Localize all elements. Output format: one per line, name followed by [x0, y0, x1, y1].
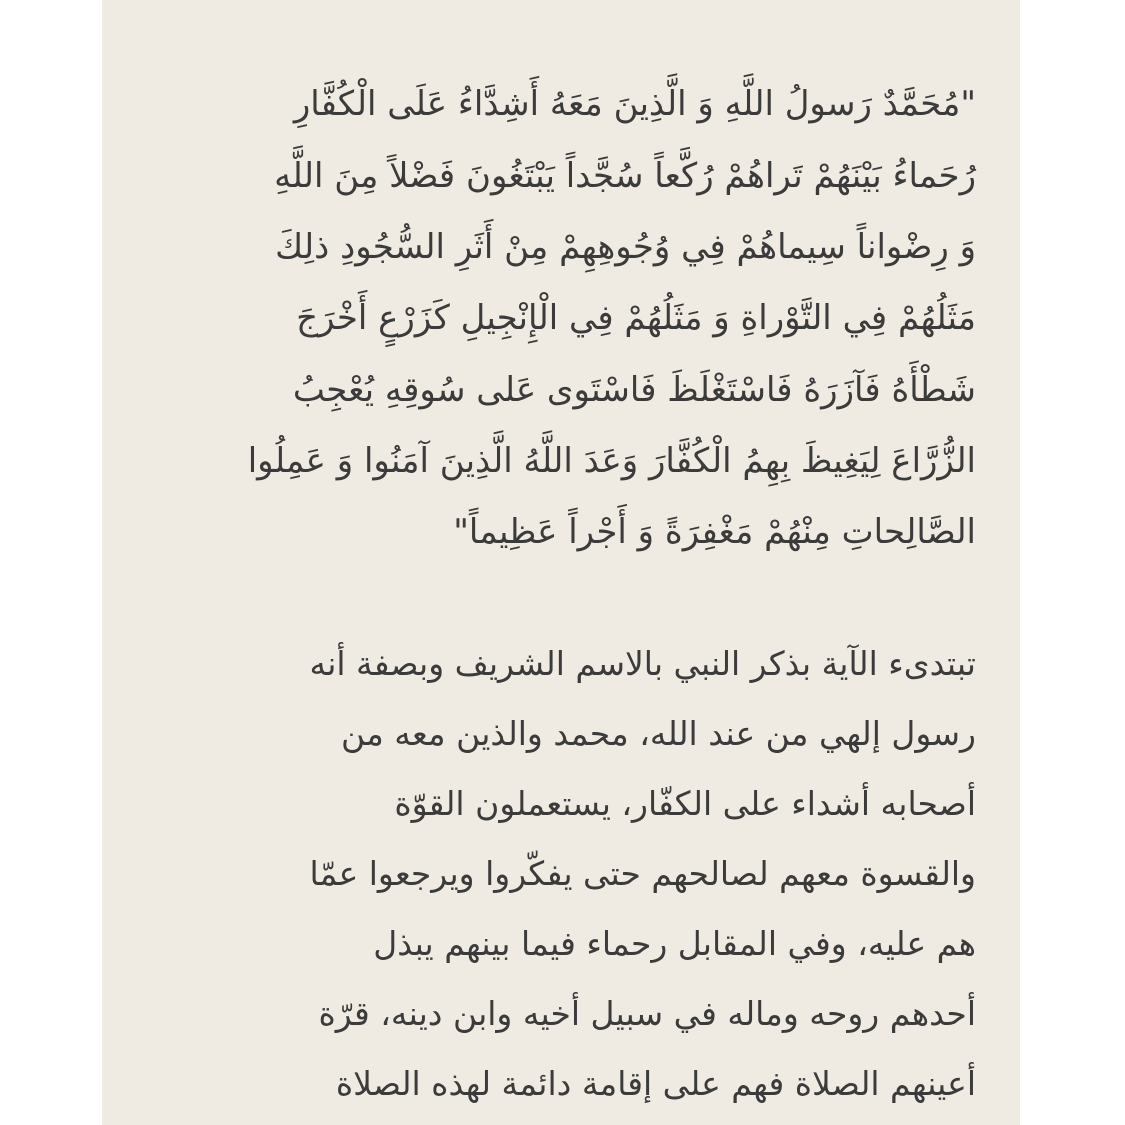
verse-line: شَطْأَهُ فَآزَرَهُ فَاسْتَغْلَظَ فَاسْتَوى عَلى سُوقِهِ يُعْجِبُ	[292, 370, 976, 410]
commentary-line: والقسوة معهم لصالحهم حتى يفكّروا ويرجعوا عمّا	[309, 854, 976, 893]
commentary-line: أصحابه أشداء على الكفّار، يستعملون القوّة	[394, 784, 976, 823]
article-content	[102, 0, 1020, 1125]
verse-line: "مُحَمَّدٌ رَسولُ اللَّهِ وَ الَّذِينَ مَعَهُ أَشِدَّاءُ عَلَى الْكُفَّارِ	[293, 84, 976, 124]
article-page	[102, 0, 1020, 1125]
verse-line: وَ رِضْواناً سِيماهُمْ فِي وُجُوهِهِمْ مِنْ أَثَرِ السُّجُودِ ذلِكَ	[275, 227, 976, 267]
verse-line: رُحَماءُ بَيْنَهُمْ تَراهُمْ رُكَّعاً سُجَّداً يَبْتَغُونَ فَضْلاً مِنَ اللَّهِ	[274, 156, 976, 196]
verse-line: مَثَلُهُمْ فِي التَّوْراةِ وَ مَثَلُهُمْ فِي الْإِنْجِيلِ كَزَرْعٍ أَخْرَجَ	[296, 298, 976, 338]
commentary-line: رسول إلهي من عند الله، محمد والذين معه من	[341, 714, 976, 753]
verse-line: الصَّالِحاتِ مِنْهُمْ مَغْفِرَةً وَ أَجْراً عَظِيماً"	[453, 512, 976, 552]
commentary-line: أعينهم الصلاة فهم على إقامة دائمة لهذه الصلاة	[335, 1064, 976, 1103]
verse-line: الزُّرَّاعَ لِيَغِيظَ بِهِمُ الْكُفَّارَ وَعَدَ اللَّهُ الَّذِينَ آمَنُوا وَ عَمِلُوا	[247, 441, 976, 481]
commentary-line: تبتدىء الآية بذكر النبي بالاسم الشريف وبصفة أنه	[309, 644, 976, 683]
commentary-line: أحدهم روحه وماله في سبيل أخيه وابن دينه، قرّة	[318, 994, 976, 1033]
commentary-line: هم عليه، وفي المقابل رحماء فيما بينهم يبذل	[373, 924, 976, 963]
